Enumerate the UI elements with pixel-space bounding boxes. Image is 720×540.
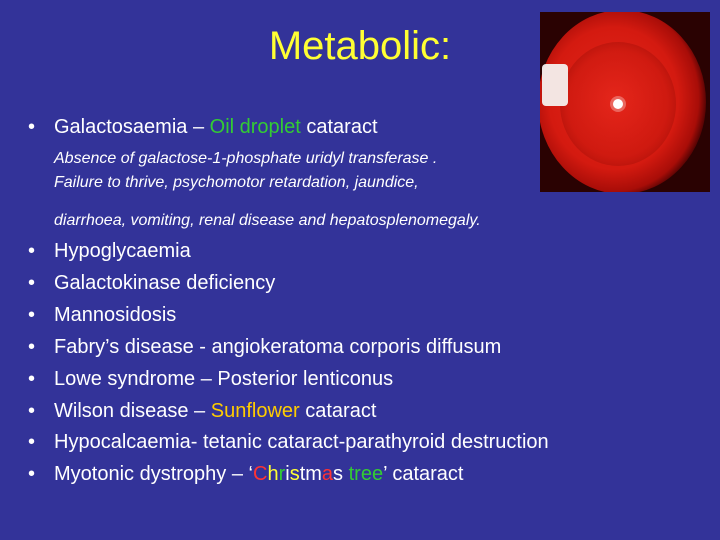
bullet-dot: • [28,336,36,358]
christmas-letter: C [252,463,268,485]
item-text: Galactokinase deficiency [54,272,276,294]
item-text: Lowe syndrome – Posterior lenticonus [54,368,394,390]
galactosaemia-suffix: cataract [300,116,378,138]
christmas-letter: t [299,463,306,485]
christmas-letter: m [305,463,322,485]
myotonic-prefix: Myotonic dystrophy – ‘ [54,463,253,485]
bullet-lowe [28,367,393,391]
item-text: Hypoglycaemia [54,240,191,262]
bullet-dot: • [28,400,36,422]
bullet-myotonic [28,462,463,486]
christmas-letter: a [321,463,334,485]
myotonic-suffix: ’ cataract [383,463,464,485]
christmas-letter: s [333,463,344,485]
galactosaemia-prefix: Galactosaemia – [54,116,210,138]
bullet-dot: • [28,116,36,138]
bullet-wilson [28,399,376,423]
bullet-dot: • [28,240,36,262]
sunflower-highlight: Sunflower [210,400,300,422]
red-reflex-cataract-photo [540,12,710,192]
tree-word: tree [348,463,384,485]
christmas-letter: s [289,463,300,485]
eye-photo-icon [540,12,710,192]
item-text: Fabry’s disease - angiokeratoma corporis diffusum [54,336,502,358]
christmas-letter: i [285,463,290,485]
bullet-hypocalcaemia [28,430,549,454]
bullet-galactosaemia [28,115,378,139]
bullet-dot: • [28,431,36,453]
bullet-dot: • [28,463,36,485]
bullet-dot: • [28,304,36,326]
oil-droplet-highlight: Oil droplet [209,116,301,138]
sub-line-3: diarrhoea, vomiting, renal disease and hepatosplenomegaly. [54,212,481,229]
item-text: Hypocalcaemia- tetanic cataract-parathyroid destruction [54,431,549,453]
bullet-dot: • [28,368,36,390]
wilson-suffix: cataract [299,400,377,422]
wilson-prefix: Wilson disease – [54,400,211,422]
bullet-fabry [28,335,501,359]
bullet-dot: • [28,272,36,294]
bullet-mannosidosis [28,303,176,327]
christmas-letter: h [267,463,279,485]
sub-line-2: Failure to thrive, psychomotor retardation, jaundice, [54,174,419,191]
bullet-hypoglycaemia [28,239,191,263]
bullet-galactokinase [28,271,275,295]
christmas-letter: r [278,463,286,485]
item-text: Mannosidosis [54,304,177,326]
slide-title: Metabolic: [268,24,452,68]
sub-line-1: Absence of galactose-1-phosphate uridyl transferase . [54,150,438,167]
